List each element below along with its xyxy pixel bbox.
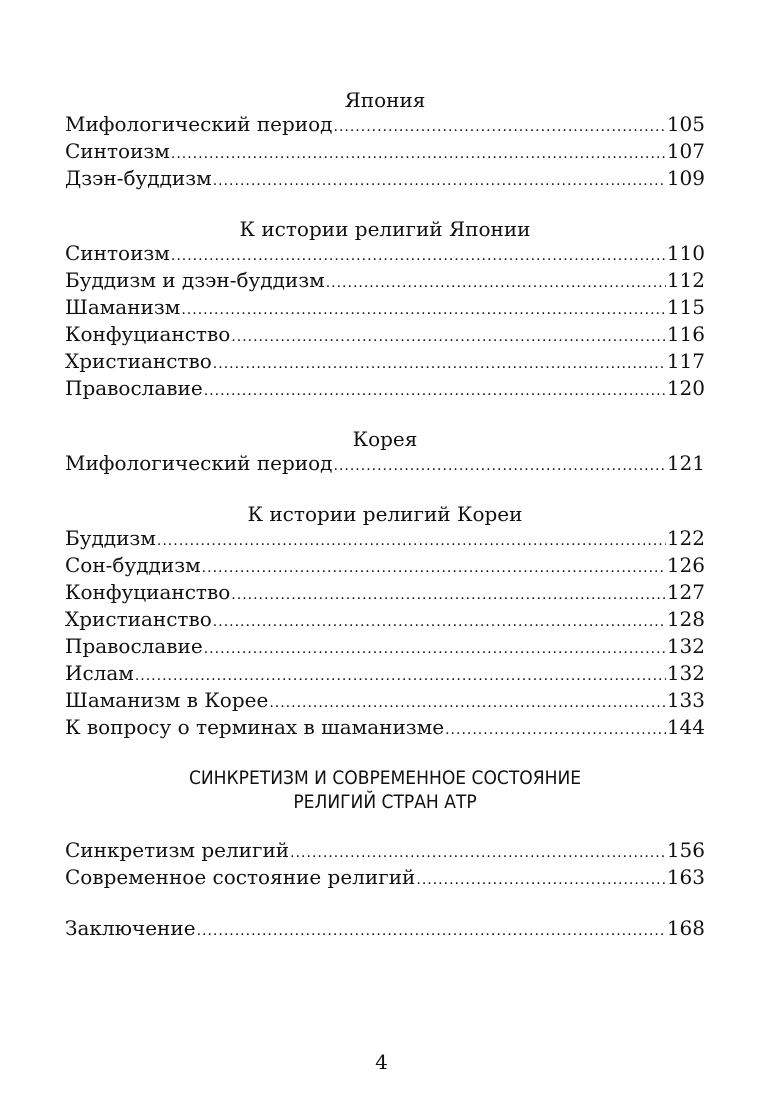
toc-entry-page: 117 (666, 349, 705, 373)
part-title-line-2: РЕЛИГИЙ СТРАН АТР (293, 791, 477, 813)
toc-entry-label: Конфуцианство (65, 322, 231, 346)
toc-part-syncretism (65, 766, 705, 892)
part-title-line-1: СИНКРЕТИЗМ И СОВРЕМЕННОЕ СОСТОЯНИЕ (188, 767, 582, 789)
spacer (65, 814, 705, 838)
dot-leader (204, 379, 666, 403)
toc-entry (65, 166, 705, 193)
toc-entry-page: 168 (666, 916, 705, 940)
table-of-contents (65, 88, 705, 943)
toc-entry-label: Шаманизм в Корее (65, 688, 269, 712)
dot-leader (231, 583, 666, 607)
toc-entry-page: 112 (666, 268, 705, 292)
spacer (65, 478, 705, 502)
toc-entry-page: 133 (666, 688, 705, 712)
toc-entry-label: Мифологический период (65, 112, 333, 136)
toc-entry-page: 120 (666, 376, 705, 400)
toc-entry-label: Синкретизм религий (65, 838, 290, 862)
section-title: Япония (344, 88, 426, 112)
page-number: 4 (375, 1050, 388, 1074)
toc-entry-page: 110 (666, 241, 705, 265)
toc-entry (65, 607, 705, 634)
dot-leader (157, 529, 666, 553)
toc-entry-label: Синтоизм (65, 241, 170, 265)
toc-entry (65, 451, 705, 478)
dot-leader (334, 454, 666, 478)
toc-entry (65, 553, 705, 580)
toc-entry-label: Буддизм (65, 526, 156, 550)
toc-entry-label: К вопросу о терминах в шаманизме (65, 715, 445, 739)
dot-leader (197, 919, 666, 943)
dot-leader (135, 664, 666, 688)
toc-entry-page: 132 (666, 661, 705, 685)
spacer (65, 742, 705, 766)
toc-entry (65, 322, 705, 349)
toc-entry (65, 241, 705, 268)
section-title: К истории религий Кореи (247, 502, 523, 526)
dot-leader (231, 325, 666, 349)
dot-leader (269, 691, 665, 715)
toc-entry-page: 121 (666, 451, 705, 475)
toc-entry-label: Мифологический период (65, 451, 333, 475)
toc-entry-label: Православие (65, 376, 203, 400)
toc-entry-label: Современное состояние религий (65, 865, 416, 889)
toc-entry-page: 126 (666, 553, 705, 577)
spacer (65, 892, 705, 916)
toc-entry (65, 634, 705, 661)
toc-entry-label: Синтоизм (65, 139, 170, 163)
toc-entry (65, 526, 705, 553)
dot-leader (326, 271, 666, 295)
toc-entry-label: Конфуцианство (65, 580, 231, 604)
toc-entry-label: Христианство (65, 607, 212, 631)
toc-entry-label: Христианство (65, 349, 212, 373)
toc-entry-page: 128 (666, 607, 705, 631)
toc-entry-label: Буддизм и дзэн-буддизм (65, 268, 325, 292)
toc-entry-page: 132 (666, 634, 705, 658)
toc-entry (65, 268, 705, 295)
toc-entry (65, 349, 705, 376)
toc-entry (65, 295, 705, 322)
dot-leader (181, 298, 665, 322)
toc-entry-page: 156 (666, 838, 705, 862)
toc-entry-page: 116 (666, 322, 705, 346)
toc-entry (65, 715, 705, 742)
toc-entry-label: Православие (65, 634, 203, 658)
toc-entry (65, 661, 705, 688)
toc-entry-page: 115 (666, 295, 705, 319)
toc-entry (65, 139, 705, 166)
spacer (65, 193, 705, 217)
dot-leader (213, 610, 666, 634)
dot-leader (171, 244, 666, 268)
toc-section-japan-history (65, 217, 705, 403)
toc-entry-page: 122 (666, 526, 705, 550)
toc-entry-label: Шаманизм (65, 295, 181, 319)
dot-leader (416, 868, 665, 892)
toc-entry-label: Заключение (65, 916, 196, 940)
toc-entry (65, 688, 705, 715)
spacer (65, 403, 705, 427)
toc-entry-page: 163 (666, 865, 705, 889)
toc-section-korea (65, 427, 705, 478)
toc-entry (65, 376, 705, 403)
toc-entry (65, 865, 705, 892)
section-title: Корея (352, 427, 418, 451)
dot-leader (204, 637, 666, 661)
toc-section-japan (65, 88, 705, 193)
toc-entry-label: Дзэн-буддизм (65, 166, 212, 190)
toc-entry-page: 105 (666, 112, 705, 136)
toc-entry-label: Сон-буддизм (65, 553, 201, 577)
toc-entry (65, 112, 705, 139)
dot-leader (334, 115, 666, 139)
toc-entry (65, 580, 705, 607)
toc-entry (65, 838, 705, 865)
section-title: К истории религий Японии (239, 217, 531, 241)
toc-section-korea-history (65, 502, 705, 742)
dot-leader (202, 556, 666, 580)
toc-entry-label: Ислам (65, 661, 134, 685)
dot-leader (171, 142, 666, 166)
dot-leader (213, 352, 666, 376)
toc-entry-page: 109 (666, 166, 705, 190)
dot-leader (213, 169, 666, 193)
toc-entry-page: 107 (666, 139, 705, 163)
toc-entry-page: 144 (666, 715, 705, 739)
dot-leader (290, 841, 666, 865)
dot-leader (445, 718, 666, 742)
toc-entry-conclusion (65, 916, 705, 943)
toc-entry-page: 127 (666, 580, 705, 604)
